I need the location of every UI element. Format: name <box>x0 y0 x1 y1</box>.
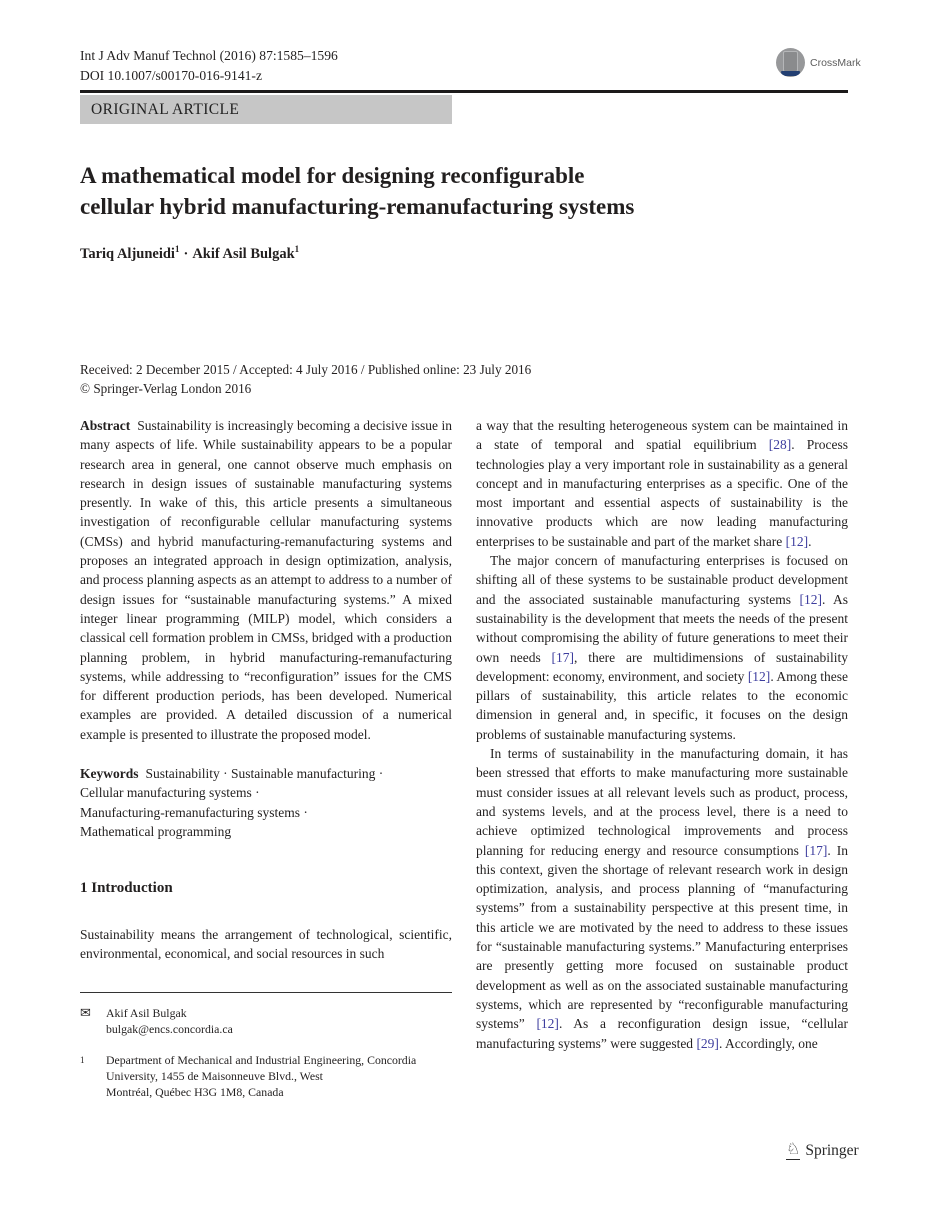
left-column <box>80 416 452 963</box>
author-1: Tariq Aljuneidi$^1$ <box>80 244 180 262</box>
envelope-icon: ✉ <box>80 1005 91 1020</box>
springer-logo-text: Springer <box>805 1142 859 1159</box>
affiliation-line: University, 1455 de Maisonneuve Blvd., West <box>106 1068 323 1083</box>
correspondence-note <box>80 1005 460 1038</box>
citation-link[interactable]: [17] <box>804 842 828 858</box>
affiliation-line: Department of Mechanical and Industrial Engineering, Concordia <box>106 1052 417 1067</box>
keywords-line: Sustainability · Sustainable manufacturing · <box>145 766 384 782</box>
keywords-block <box>80 764 452 841</box>
citation-link[interactable]: [17] <box>551 649 575 665</box>
author-line <box>80 246 299 263</box>
crossmark-badge[interactable] <box>776 48 861 77</box>
citation-link[interactable]: [12] <box>785 533 809 549</box>
citation-link[interactable]: [29] <box>696 1035 719 1051</box>
copyright-line: © Springer-Verlag London 2016 <box>80 380 252 396</box>
affiliation-note <box>80 1052 460 1101</box>
section-heading-introduction: 1 Introduction <box>80 880 173 897</box>
keywords-line: Cellular manufacturing systems · <box>80 785 260 801</box>
introduction-first-paragraph: Sustainability means the arrangement of technological, scientific, environmental, economical, and social resources in such <box>80 926 452 961</box>
footnote-rule <box>80 992 452 993</box>
crossmark-icon <box>776 48 805 77</box>
body-paragraph: The major concern of manufacturing enterprises is focused on shifting all of these systems to be sustainable product development and the associated sustainable manufacturing systems [12]. As sustainability is the development that meets the needs of the present without compromising the ability of future generations to meet their own needs [17], there are multidimensions of sustainability development: economy, environment, and society [12]. Among these pillars of sustainability, this article relates to the economic dimension in general and, in specific, it focuses on the design problems of sustainable manufacturing systems. <box>476 553 849 742</box>
affiliation-marker: 1 <box>80 1054 85 1065</box>
received-accepted-line: Received: 2 December 2015 / Accepted: 4 July 2016 / Published online: 23 July 2016 <box>80 362 532 377</box>
keywords-line: Manufacturing-remanufacturing systems · <box>80 804 308 820</box>
article-type-banner <box>80 95 452 124</box>
affiliation-line: Montréal, Québec H3G 1M8, Canada <box>106 1085 284 1100</box>
journal-citation: Int J Adv Manuf Technol (2016) 87:1585–1596 <box>80 48 338 63</box>
right-column <box>476 416 848 1053</box>
header-rule <box>80 90 848 93</box>
crossmark-label: CrossMark <box>810 56 861 69</box>
author-separator: · <box>183 246 189 262</box>
springer-logo <box>786 1142 859 1160</box>
correspondence-name: Akif Asil Bulgak <box>106 1006 187 1020</box>
body-paragraph: a way that the resulting heterogeneous system can be maintained in a state of temporal and spatial equilibrium [28]. Process technologies play a very important role in sustainability as a general concept and in manufacturing enterprises as a specific. One of the most important and essential aspects of sustainability is the innovative products which are now leading manufacturing enterprises to be sustainable and part of the market share [12]. <box>476 418 849 549</box>
abstract-label: Abstract <box>80 418 131 433</box>
footnote-area <box>80 992 460 1114</box>
citation-link[interactable]: [12] <box>536 1016 559 1032</box>
keywords-label: Keywords <box>80 766 139 782</box>
abstract-paragraph <box>80 416 452 744</box>
keywords-line: Mathematical programming <box>80 823 232 839</box>
abstract-text: Sustainability is increasingly becoming a decisive issue in many aspects of life. While sustainability appears to be a popular research area in general, one cannot observe much emphasis on research in design issues of sustainable manufacturing systems presently. In wake of this, this article presents a simultaneous investigation of reconfigurable cellular manufacturing systems (CMSs) and hybrid manufacturing-remanufacturing systems and proposes an integrated approach in design optimization, analysis, and process planning aspects as an attempt to address to a number of design issues for “sustainable manufacturing systems.” A mixed integer linear programming (MILP) model, which considers a classical cell formation problem in CMSs, bridged with a production planning problem, in hybrid manufacturing-remanufacturing systems, while addressing to “reconfiguration” issues for the CMS for different production periods, has been developed. Numerical examples are provided. A detailed discussion of a numerical example is presented to illustrate the proposed model. <box>80 418 452 742</box>
article-type-label: ORIGINAL ARTICLE <box>91 100 240 118</box>
citation-link[interactable]: [12] <box>799 591 822 607</box>
publication-dates <box>80 361 531 398</box>
author-2: Akif Asil Bulgak$^1$ <box>192 244 300 262</box>
journal-header <box>80 46 338 86</box>
title-line-2: cellular hybrid manufacturing-remanufacturing systems <box>80 194 635 219</box>
correspondence-email[interactable]: bulgak@encs.concordia.ca <box>106 1022 233 1037</box>
doi-text: DOI 10.1007/s00170-016-9141-z <box>80 68 262 83</box>
springer-knight-icon: ♘ <box>786 1141 801 1158</box>
title-line-1: A mathematical model for designing reconfigurable <box>80 163 585 188</box>
page-title <box>80 160 800 222</box>
body-paragraph: In terms of sustainability in the manufacturing domain, it has been stressed that efforts to make manufacturing more sustainable must consider issues at all relevant levels such as product, process, and systems levels, and at the process level, there is a need to achieve optimized technological improvements and process planning for reducing energy and resource consumptions [17]. In this context, given the shortage of relevant research work in design optimization, analysis, and process planning of “manufacturing systems” from a sustainability perspective at this present time, in this article we are motivated by the need to address to these issues for “sustainable manufacturing systems.” Manufacturing enterprises are presently getting more focused on sustainable product development as well as on the associated sustainable manufacturing systems, which are represented by “reconfigurable manufacturing systems” [12]. As a reconfiguration design issue, “cellular manufacturing systems” were suggested [29]. Accordingly, one <box>476 746 848 1051</box>
citation-link[interactable]: [12] <box>747 668 771 684</box>
citation-link[interactable]: [28] <box>768 437 792 453</box>
